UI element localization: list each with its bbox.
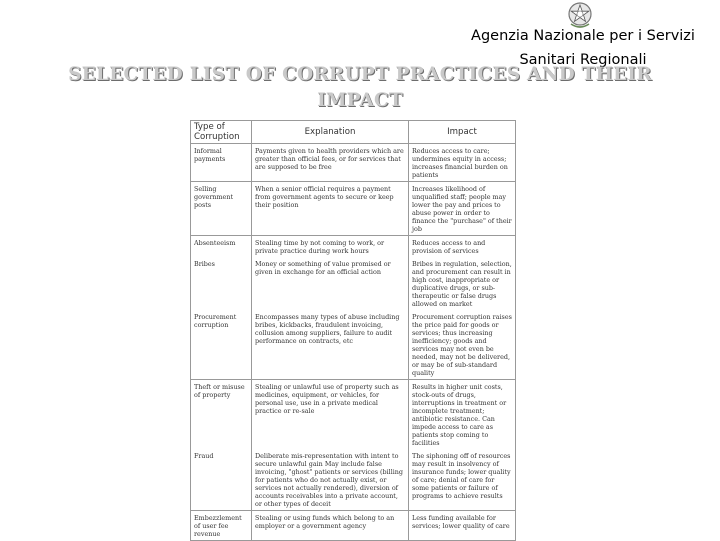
cell-type: Embezzlement of user fee revenue	[191, 511, 252, 541]
cell-explanation: Stealing or using funds which belong to an employer or a government agency	[252, 511, 409, 541]
cell-impact: Reduces access to and provision of services	[409, 236, 516, 258]
cell-explanation: Payments given to health providers which are greater than official fees, or for services that are supposed to be free	[252, 144, 409, 182]
cell-type: Bribes	[191, 257, 252, 310]
cell-explanation: When a senior official requires a payment from government agents to secure or keep their position	[252, 182, 409, 236]
cell-impact: Increases likelihood of unqualified staff; people may lower the pay and prices to abuse power in order to finance the "purchase" of their job	[409, 182, 516, 236]
cell-type: Absenteeism	[191, 236, 252, 258]
cell-explanation: Encompasses many types of abuse including bribes, kickbacks, fraudulent invoicing, collusion among suppliers, failure to audit performance on contracts, etc	[252, 310, 409, 380]
table-row	[191, 236, 516, 258]
cell-impact: Less funding available for services; lower quality of care	[409, 511, 516, 541]
cell-explanation: Deliberate mis-representation with intent to secure unlawful gain May include false invoicing, "ghost" patients or services (billing for patients who do not actually exist, or services not actually rendered), diversion of accounts receivables into a private account, or other types of deceit	[252, 449, 409, 511]
cell-type: Fraud	[191, 449, 252, 511]
cell-type: Selling government posts	[191, 182, 252, 236]
table-header-row	[191, 121, 516, 144]
table-row	[191, 310, 516, 380]
cell-impact: Reduces access to care; undermines equity in access; increases financial burden on patients	[409, 144, 516, 182]
cell-impact: Procurement corruption raises the price paid for goods or services; thus increasing inefficiency; goods and services may not even be needed, may not be delivered, or may be of sub-standard quality	[409, 310, 516, 380]
corruption-table-image	[190, 120, 512, 538]
column-header-explanation: Explanation	[252, 121, 409, 144]
column-header-type: Type of Corruption	[191, 121, 252, 144]
agency-name-line1: Agenzia Nazionale per i Servizi	[471, 28, 695, 44]
table-row	[191, 257, 516, 310]
slide-title: SELECTED LIST OF CORRUPT PRACTICES AND THEIR IMPACT	[68, 64, 652, 111]
cell-type: Informal payments	[191, 144, 252, 182]
table-row	[191, 380, 516, 450]
cell-explanation: Money or something of value promised or given in exchange for an official action	[252, 257, 409, 310]
table-row	[191, 182, 516, 236]
cell-explanation: Stealing time by not coming to work, or private practice during work hours	[252, 236, 409, 258]
cell-impact: Bribes in regulation, selection, and procurement can result in high cost, inappropriate or duplicative drugs, or sub-therapeutic or false drugs allowed on market	[409, 257, 516, 310]
table-row	[191, 449, 516, 511]
cell-type: Procurement corruption	[191, 310, 252, 380]
cell-impact: The siphoning off of resources may result in insolvency of insurance funds; lower quality of care; denial of care for some patients or failure of programs to achieve results	[409, 449, 516, 511]
cell-impact: Results in higher unit costs, stock-outs of drugs, interruptions in treatment or incomplete treatment; antibiotic resistance. Can impede access to care as patients stop coming to facilities	[409, 380, 516, 450]
column-header-impact: Impact	[409, 121, 516, 144]
table-row	[191, 511, 516, 541]
table-row	[191, 144, 516, 182]
cell-type: Theft or misuse of property	[191, 380, 252, 450]
italian-republic-emblem-icon	[566, 0, 594, 30]
cell-explanation: Stealing or unlawful use of property such as medicines, equipment, or vehicles, for personal use, use in a private medical practice or re-sale	[252, 380, 409, 450]
corruption-table	[190, 120, 516, 541]
agency-name-line2: Sanitari Regionali	[519, 52, 647, 68]
